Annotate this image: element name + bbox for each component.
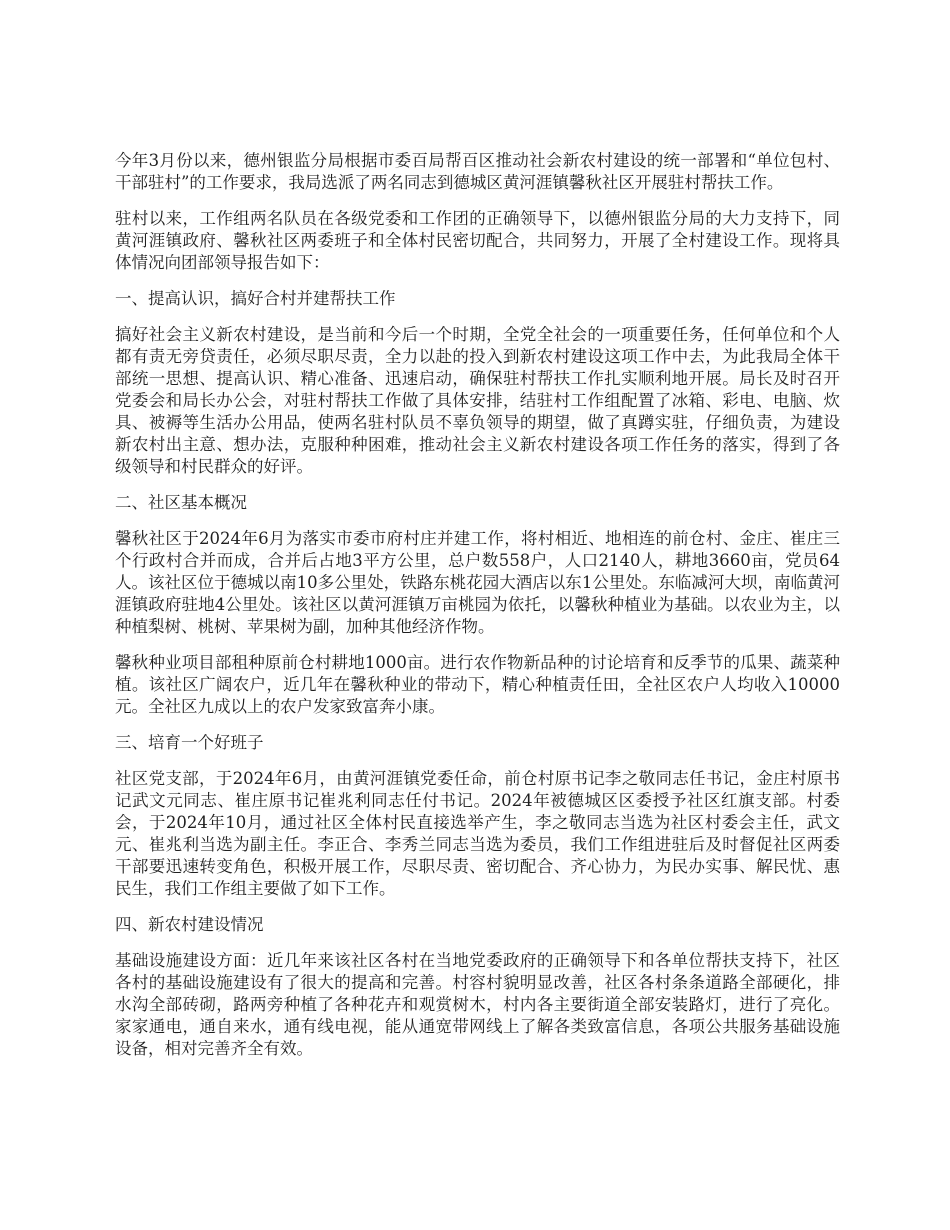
section-heading-2: 二、社区基本概况	[115, 493, 247, 512]
paragraph-section-1: 搞好社会主义新农村建设，是当前和今后一个时期，全党全社会的一项重要任务，任何单位和个人都有责无旁贷责任，必须尽职尽责，全力以赴的投入到新农村建设这项工作中去，为此我局全体干部统一思想、提高认识、精心准备、迅速启动，确保驻村帮扶工作扎实顺利地开展。局长及时召开党委会和局长办公会，对驻村帮扶工作做了具体安排，结驻村工作组配置了冰箱、彩电、电脑、炊具、被褥等生活办公用品，使两名驻村队员不辜负领导的期望，做了真蹲实驻，仔细负责，为建设新农村出主意、想办法，克服种种困难，推动社会主义新农村建设各项工作任务的落实，得到了各级领导和村民群众的好评。	[115, 325, 840, 476]
section-heading-3: 三、培育一个好班子	[115, 733, 264, 752]
section-heading-4: 四、新农村建设情况	[115, 915, 264, 934]
document-body	[115, 150, 840, 1074]
paragraph-section-4: 基础设施建设方面：近几年来该社区各村在当地党委政府的正确领导下和各单位帮扶支持下，社区各村的基础设施建设有了很大的提高和完善。村容村貌明显改善，社区各村条条道路全部硬化，排水沟全部砖砌，路两旁种植了各种花卉和观赏树木，村内各主要街道全部安装路灯，进行了亮化。家家通电，通自来水，通有线电视，能从通宽带网线上了解各类致富信息，各项公共服务基础设施设备，相对完善齐全有效。	[115, 951, 840, 1058]
paragraph-section-3: 社区党支部，于2024年6月，由黄河涯镇党委任命，前仓村原书记李之敬同志任书记，金庄村原书记武文元同志、崔庄原书记崔兆利同志任付书记。2024年被德城区区委授予社区红旗支部。村委会，于2024年10月，通过社区全体村民直接选举产生，李之敬同志当选为社区村委会主任，武文元、崔兆利当选为副主任。李正合、李秀兰同志当选为委员，我们工作组进驻后及时督促社区两委干部要迅速转变角色，积极开展工作，尽职尽责、密切配合、齐心协力，为民办实事、解民忧、惠民生，我们工作组主要做了如下工作。	[115, 769, 840, 898]
paragraph-section-2b: 馨秋种业项目部租种原前仓村耕地1000亩。进行农作物新品种的讨论培育和反季节的瓜果、蔬菜种植。该社区广阔农户，近几年在馨秋种业的带动下，精心种植责任田，全社区农户人均收入10000元。全社区九成以上的农户发家致富奔小康。	[115, 653, 840, 716]
paragraph-intro: 今年3月份以来，德州银监分局根据市委百局帮百区推动社会新农村建设的统一部署和“单位包村、干部驻村”的工作要求，我局选派了两名同志到德城区黄河涯镇馨秋社区开展驻村帮扶工作。	[115, 151, 840, 192]
paragraph-section-2a: 馨秋社区于2024年6月为落实市委市府村庄并建工作，将村相近、地相连的前仓村、金庄、崔庄三个行政村合并而成，合并后占地3平方公里，总户数558户，人口2140人，耕地3660亩，党员64人。该社区位于德城以南10多公里处，铁路东桃花园大酒店以东1公里处。东临减河大坝，南临黄河涯镇政府驻地4公里处。该社区以黄河涯镇万亩桃园为依托，以馨秋种植业为基础。以农业为主，以种植梨树、桃树、苹果树为副，加种其他经济作物。	[115, 529, 840, 636]
section-heading-1: 一、提高认识，搞好合村并建帮扶工作	[115, 289, 396, 308]
paragraph-overview: 驻村以来，工作组两名队员在各级党委和工作团的正确领导下，以德州银监分局的大力支持下，同黄河涯镇政府、馨秋社区两委班子和全体村民密切配合，共同努力，开展了全村建设工作。现将具体情况向团部领导报告如下：	[115, 209, 840, 272]
